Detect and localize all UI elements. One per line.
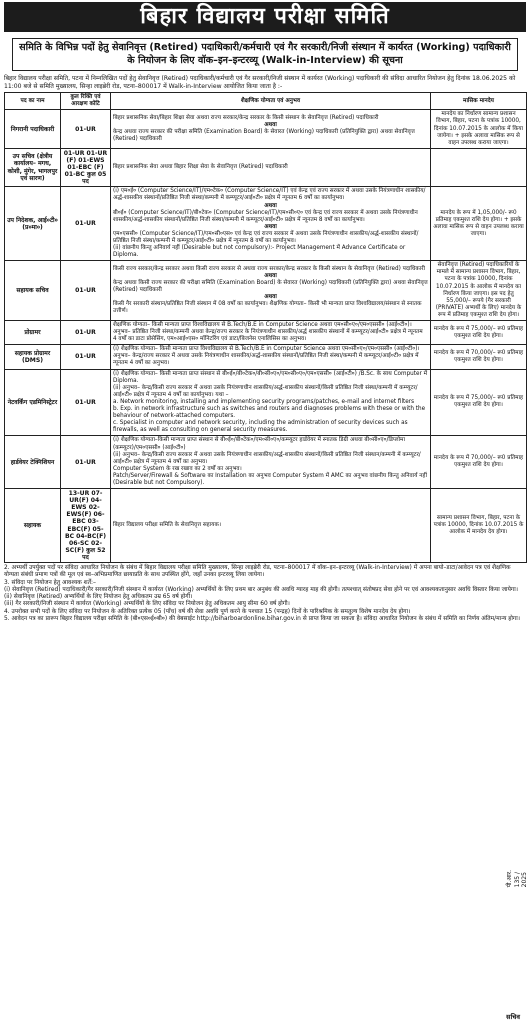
header-post: पद का नाम: [5, 93, 61, 110]
pay-cell: सामान्य प्रशासन विभाग, बिहार, पटना के पत्रांक 10000, दिनांक 10.07.2015 के आलोक में मानदेय देय होगा।: [431, 489, 527, 563]
footer-line: (i) सेवानिवृत्त (Retired) पदाधिकारी/गैर सरकारी/निजी संस्थान में कार्यरत (Working) अभ्यर्थियों के लिए प्रथम बार अनुबंध की अवधि ग्यारह माह की होगी। तत्पश्चात् संतोषप्रद सेवा होने पर एवं आवश्यकतानुसार अवधि विस्तार किया जायेगा।: [4, 586, 518, 593]
qualification-line: (i) शैक्षणिक योग्यता–किसी मान्यता प्राप्त संस्थान से बी०ई०/बी०टेक०/एम०सी०ए०/कम्प्यूटर हार्डवेयर में स्नातक डिग्री अथवा बी०सी०ए०/डिप्लोमा (कम्प्यूटर)/एम०एससी० (आई०टी०): [113, 437, 405, 451]
table-row: [5, 187, 527, 261]
qualification-line: अनुभव– केन्द्र/राज्य सरकार में अथवा उसके नियंत्रणाधीन शासकीय/अर्द्ध-शासकीय संस्थानों/प्रतिष्ठित निजी संस्था/कम्पनी में कम्प्यूटर/आई०टी० प्रक्षेत्र में न्यूनतम 4 वर्षों का अनुभव।: [113, 353, 419, 367]
table-row: [5, 489, 527, 563]
pr-code: पी.आर. 135 / 2025: [506, 870, 528, 888]
vacancy-count: 01-UR: [61, 345, 111, 369]
vacancy-count: 01-UR 01-UR (F) 01-EWS 01-EBC (F) 01-BC कुल 05 पद: [61, 148, 111, 186]
vacancy-count: 01-UR: [61, 187, 111, 261]
vacancy-count: 01-UR: [61, 436, 111, 489]
qualification-line: b. Exp. in network infrastructure such as switches and routers and diagnoses problems with these or with the behaviour of network-attached computers.: [113, 406, 426, 420]
qualification-line: Patch/Server/Firewall & Software का Installation का अनुभव Computer System में AMC का अनुभव वांछनीय किन्तु अनिवार्य नहीं (Desirable but not Compulsory).: [113, 472, 427, 486]
table-body: [5, 110, 527, 563]
footer-line: (ii) सेवानिवृत्त (Retired) अभ्यर्थियों के लिए नियोजन हेतु अधिकतम उम्र 65 वर्ष होगी।: [4, 594, 193, 601]
qualification-line: एम०एससी० (Computer Science/IT)/एम०सी०एस० एवं केन्द्र एवं राज्य सरकार में अथवा उसके नियंत्रणाधीन शासकीय/अर्द्ध-शासकीय संस्थानों/प्रतिष्ठित निजी संस्था/कम्पनी में कम्प्यूटर/आई०टी० प्रक्षेत्र में न्यूनतम 8 वर्षों का कार्यानुभव।: [113, 230, 419, 244]
pay-cell: मानदेय के रूप में 75,000/– रू0 प्रतिमाह एकमुश्त राशि देय होगा।: [431, 369, 527, 436]
footer-notes: [4, 565, 526, 623]
pay-cell: मानदेय के रूप में 1,05,000/- रू0 प्रतिमाह एकमुश्त राशि देय होगा। + इसके अलावा मासिक रूप से वाहन उपलब्ध कराया जाएगा।: [431, 187, 527, 261]
qualification-line: अथवा: [264, 202, 277, 209]
signature: सचिव: [506, 1013, 520, 1021]
posts-table: [4, 92, 527, 563]
qualification-line: केन्द्र अथवा किसी राज्य सरकार की परीक्षा समिति (Examination Board) के सेवारत (Working) पदाधिकारी (प्रतिनियुक्ति द्वारा) अथवा सेवानिवृत्त (Retired) पदाधिकारी: [113, 279, 428, 294]
qualification-cell: [111, 261, 431, 321]
table-row: [5, 369, 527, 436]
qualification-line: किसी राज्य सरकार/केन्द्र सरकार अथवा किसी राज्य सरकार से अथवा राज्य सरकार/केन्द्र सरकार के किसी संस्थान के सेवानिवृत्त (Retired) पदाधिकारी: [113, 265, 426, 272]
qualification-line: Computer System के रख रखाव का 2 वर्षों का अनुभव।: [113, 465, 242, 472]
post-name: सहायक प्रोग्रामर (DMS): [5, 345, 61, 369]
qualification-line: (i) शैक्षणिक योग्यता– किसी मान्यता प्राप्त संस्थान से बी०ई०/बी०टेक०/बी०सी०ए०/एम०सी०ए०/एम०एससी० (आई०टी०) /B.Sc. के साथ Computer में Diploma.: [113, 370, 428, 384]
qualification-line: बिहार प्रशासनिक सेवा अथवा बिहार शिक्षा सेवा के सेवानिवृत्त (Retired) पदाधिकारी: [113, 164, 288, 171]
post-name: हार्डवेयर टेक्निशियन: [5, 436, 61, 489]
table-row: [5, 345, 527, 369]
pay-cell: मानदेय के रूप में 70,000/– रू0 प्रतिमाह एकमुश्त राशि देय होगा।: [431, 436, 527, 489]
table-row: [5, 321, 527, 345]
pay-cell: मानदेय के रूप में 75,000/– रू0 प्रतिमाह एकमुश्त राशि देय होगा।: [431, 321, 527, 345]
post-name: उप सचिव (क्षेत्रीय कार्यालय– मगध, कोशी, मुंगेर, भागलपुर एवं सारण): [5, 148, 61, 186]
pay-cell: [431, 148, 527, 186]
footer-line: 4. उपरोक्त सभी पदों के लिए संविदा पर नियोजन के अतिरिक्त प्रत्येक 05 (पाँच) वर्ष की सेवा अवधि पूर्ण करने के पश्चात 15 (पन्द्रह) दिनों के पारिश्रमिक के समतुल्य विशेष मानदेय देय होगा।: [4, 608, 411, 615]
footer-line: 5. आवेदन पत्र का प्रारूप बिहार विद्यालय परीक्षा समिति के (बी०एस०ई०बी०) की वेबसाईट http://biharboardonline.bihar.gov.in से प्राप्त किया जा सकता है। संविदा आधारित नियोजन के संबंध में समिति का निर्णय अंतिम/मान्य होगा।: [4, 616, 520, 623]
document-page: [4, 2, 528, 1021]
pay-cell: मानदेय का निर्धारण सामान्य प्रशासन विभाग, बिहार, पटना के पत्रांक 10000, दिनांक 10.07.2015 के आलोक में किया जायेगा। + इसके अलावा मासिक रूप से वाहन उपलब्ध कराया जाएगा।: [431, 110, 527, 148]
vacancy-count: 01-UR: [61, 261, 111, 321]
qualification-line: अथवा: [264, 122, 277, 129]
qualification-line: बिहार विद्यालय परीक्षा समिति के सेवानिवृत्त सहायक।: [113, 521, 221, 528]
qualification-line: बी०ई० (Computer Science/IT)/बी०टेक० (Computer Science/IT)/एम०सी०ए० एवं केन्द्र एवं राज्य सरकार में अथवा उसके नियंत्रणाधीन शासकीय/अर्द्ध-शासकीय संस्थानों/प्रतिष्ठित निजी संस्था/कम्पनी में कम्प्यूटर/आई०टी० प्रक्षेत्र में न्यूनतम 8 वर्षों का कार्यानुभव।: [113, 209, 418, 223]
table-header-row: [5, 93, 527, 110]
header-qualification: शैक्षणिक योग्यता एवं अनुभव: [111, 93, 431, 110]
table-row: [5, 110, 527, 148]
qualification-line: अथवा: [264, 272, 277, 279]
qualification-line: (ii) अनुभव– केन्द्र/किसी राज्य सरकार में अथवा उसके नियंत्रणाधीन शासकीय/अर्द्ध-शासकीय संस्थानों/किसी प्रतिष्ठित निजी संस्था/कम्पनी में कम्प्यूटर/आई०टी० प्रक्षेत्र में न्यूनतम 4 वर्षों का कार्यानुभव। यथा –: [113, 384, 418, 398]
qualification-line: केन्द्र अथवा राज्य सरकार की परीक्षा समिति (Examination Board) के सेवारत (Working) पदाधिकारी (प्रतिनियुक्ति द्वारा) अथवा सेवानिवृत्त (Retired) पदाधिकारी: [113, 129, 415, 143]
qualification-line: बिहार प्रशासनिक सेवा/बिहार शिक्षा सेवा अथवा राज्य सरकार/केन्द्र सरकार के किसी संस्थान के सेवानिवृत्त (Retired) पदाधिकारी: [113, 114, 379, 121]
post-name: सहायक: [5, 489, 61, 563]
qualification-line: (i) शैक्षणिक योग्यता– किसी मान्यता प्राप्त विश्वविद्यालय से B.Tech/B.E in Computer Science अथवा एम०सी०ए०/एम०एससी० (आई०टी०)।: [113, 346, 420, 353]
qualification-cell: [111, 489, 431, 563]
pay-cell: सेवानिवृत्त (Retired) पदाधिकारियों के मामले में सामान्य प्रशासन विभाग, बिहार, पटना के पत्रांक 10000, दिनांक 10.07.2015 के आलोक में मानदेय का निर्धारण किया जाएगा। इस पद हेतु 55,000/– रूपये (गैर सरकारी (PRIVATE) अभ्यर्थी के लिए) मानदेय के रूप में प्रतिमाह एकमुश्त राशि देय होगा।: [431, 261, 527, 321]
qualification-line: (i) एम०ई० (Computer Science/IT)/एम०टेक० (Computer Science/IT) एवं केन्द्र एवं राज्य सरकार में अथवा उसके नियंत्रणाधीन शासकीय/अर्द्ध-शासकीय संस्थानों/प्रतिष्ठित निजी संस्था/कम्पनी में कम्प्यूटर/आई०टी० प्रक्षेत्र में न्यूनतम 6 वर्षों का कार्यानुभव।: [113, 188, 426, 202]
post-name: उप निदेशक, आई०टी० (प्र०मा०): [5, 187, 61, 261]
qualification-cell: [111, 436, 431, 489]
qualification-cell: [111, 187, 431, 261]
footer-line: 3. संविदा पर नियोजन हेतु आवश्यक शर्तें:–: [4, 579, 96, 586]
qualification-cell: [111, 369, 431, 436]
table-row: [5, 148, 527, 186]
vacancy-count: 13-UR 07-UR(F) 04-EWS 02-EWS(F) 06-EBC 03-EBC(F) 05-BC 04-BC(F) 06-SC 02-SC(F) कुल 52 पद: [61, 489, 111, 563]
table-row: [5, 261, 527, 321]
footer-line: (iii) गैर सरकारी/निजी संस्थान में कार्यरत (Working) अभ्यर्थियों के लिए संविदा पर नियोजन हेतु अधिकतम आयु सीमा 60 वर्ष होगी।: [4, 601, 290, 608]
qualification-line: (ii) वांछनीय किन्तु अनिवार्य नहीं (Desirable but not compulsory):- Project Management में Advance Certificate or Diploma.: [113, 245, 406, 259]
vacancy-count: 01-UR: [61, 369, 111, 436]
header-vacancy: कुल रिक्ति एवं आरक्षण कोटि: [61, 93, 111, 110]
notice-title: समिति के विभिन्न पदों हेतु सेवानिवृत्त (Retired) पदाधिकारी/कर्मचारी एवं गैर सरकारी/निजी संस्थान में कार्यरत (Working) पदाधिकारी के नियोजन के लिए वॉक–इन–इन्टरव्यू (Walk-in-Interview) की सूचना: [12, 38, 518, 71]
qualification-line: किसी गैर सरकारी संस्थान/प्रतिष्ठित निजी संस्थान में 08 वर्षों का कार्यानुभव। शैक्षणिक योग्यता– किसी भी मान्यता प्राप्त विश्वविद्यालय/संस्थान से स्नातक उत्तीर्ण।: [113, 301, 422, 315]
post-name: नेटवर्किंग एडमिनिस्ट्रेटर: [5, 369, 61, 436]
qualification-cell: [111, 345, 431, 369]
qualification-cell: [111, 321, 431, 345]
header-pay: मासिक मानदेय: [431, 93, 527, 110]
vacancy-count: 01-UR: [61, 110, 111, 148]
qualification-line: a. Network monitoring, installing and implementing security programs/patches, e-mail and internet filters: [113, 398, 415, 405]
qualification-line: अथवा: [264, 223, 277, 230]
qualification-line: अनुभव– प्रतिष्ठित निजी संस्था/कम्पनी अथवा केन्द्र/राज्य सरकार के नियंत्रणाधीन शासकीय/अर्द्ध शासकीय संस्थानों में कम्प्यूटर/आई०टी० प्रक्षेत्र में न्यूनतम 4 वर्षों का डाटा प्रोसेसिंग, एम०आई०एस० मॉनिटरिंग एवं डाटा/बिजनेस एनालिसिस का अनुभव।: [113, 329, 423, 343]
qualification-line: शैक्षणिक योग्यता– किसी मान्यता प्राप्त विश्वविद्यालय से B.Tech/B.E in Computer Science अथवा एम०सी०ए०/एम०एससी० (आई०टी०)।: [113, 322, 412, 328]
post-name: प्रोग्रामर: [5, 321, 61, 345]
footer-line: 2. अभ्यर्थी उपर्युक्त पदों पर संविदा आधारित नियोजन के संबंध में बिहार विद्यालय परीक्षा समिति मुख्यालय, सिन्हा लाइब्रेरी रोड, पटना–800017 में वॉक–इन–इन्टरव्यू (Walk-in-Interview) में अपना बायो–डाटा/आवेदन पत्र एवं शैक्षणिक योग्यता संबंधी प्रमाण पत्रों की मूल एवं स्व–अभिप्रमाणित छायाप्रति के साथ उपस्थित होंगे, जहाँ उनका इन्टरव्यू लिया जायेगा।: [4, 565, 511, 579]
vacancy-count: 01-UR: [61, 321, 111, 345]
qualification-line: c. Specialist in computer and network security, including the administration of security devices such as firewalls, as well as consulting on general security measures.: [113, 420, 408, 434]
header-banner: बिहार विद्यालय परीक्षा समिति: [4, 2, 526, 32]
qualification-line: (ii) अनुभव– केन्द्र/किसी राज्य सरकार में अथवा उसके नियंत्रणाधीन शासकीय/अर्द्ध-शासकीय संस्थानों/किसी प्रतिष्ठित निजी संस्थान/कम्पनी में कम्प्यूटर/आई०टी० प्रक्षेत्र में न्यूनतम 4 वर्षों का अनुभव।: [113, 451, 421, 465]
post-name: सहायक सचिव: [5, 261, 61, 321]
pay-cell: मानदेय के रूप में 70,000/– रू0 प्रतिमाह एकमुश्त राशि देय होगा।: [431, 345, 527, 369]
intro-paragraph: बिहार विद्यालय परीक्षा समिति, पटना में निम्नलिखित पदों हेतु सेवानिवृत्त (Retired) पदाधिकारी/कर्मचारी एवं गैर सरकारी/निजी संस्थान में कार्यरत (Working) पदाधिकारी की संविदा आधारित नियोजन हेतु दिनांक 18.06.2025 को 11:00 बजे से समिति मुख्यालय, सिन्हा लाइब्रेरी रोड, पटना–800017 में Walk-in-Interview आयोजित किया जाता है :-: [4, 75, 516, 90]
qualification-cell: [111, 110, 431, 148]
qualification-cell: [111, 148, 431, 186]
qualification-line: अथवा: [264, 294, 277, 301]
table-row: [5, 436, 527, 489]
post-name: निगरानी पदाधिकारी: [5, 110, 61, 148]
